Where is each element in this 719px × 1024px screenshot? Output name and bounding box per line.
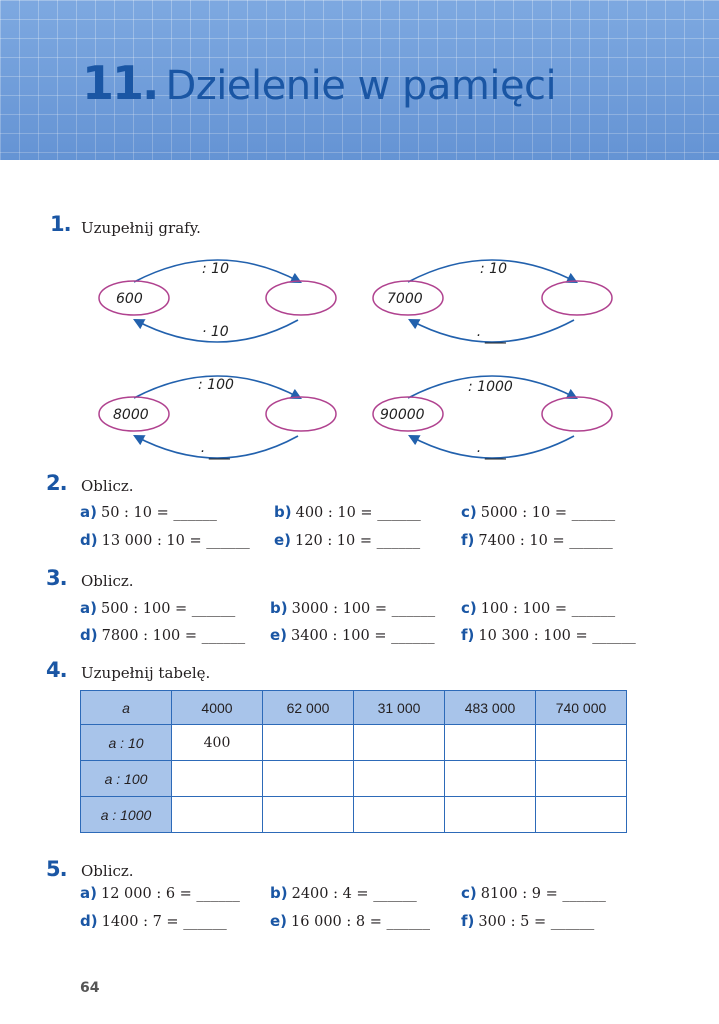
graph-4-back-label: · ___	[476, 444, 506, 460]
graph-1-start-oval	[99, 281, 169, 315]
item-expression: 120 : 10 = ______	[295, 533, 421, 549]
item-label: f)	[461, 626, 475, 644]
task4-number: 4.	[46, 658, 67, 682]
item-label: a)	[80, 503, 97, 521]
task3-instruction: Oblicz.	[81, 572, 134, 590]
item-expression: 12 000 : 6 = ______	[100, 886, 240, 902]
table-cell[interactable]	[354, 761, 445, 797]
lesson-title: Dzielenie w pamięci	[165, 63, 557, 109]
table-row	[81, 725, 627, 761]
task3-item-b	[270, 599, 435, 617]
item-label: d)	[80, 531, 98, 549]
graph-4-back-arrow	[410, 436, 574, 458]
task2-item-b	[274, 503, 421, 521]
graph-2-start-value: 7000	[387, 291, 423, 307]
graph-4-end-oval	[542, 397, 612, 431]
graph-1-end-oval	[266, 281, 336, 315]
table-cell[interactable]	[354, 797, 445, 833]
graph-3-forward-label: : 100	[198, 377, 234, 393]
lesson-number: 11.	[82, 56, 158, 110]
table-cell[interactable]	[445, 797, 536, 833]
task2-instruction: Oblicz.	[81, 477, 134, 495]
graph-3-start-value: 8000	[113, 407, 149, 423]
graph-1-back-arrow	[135, 320, 298, 342]
item-expression: 400 : 10 = ______	[295, 505, 421, 521]
task2-number: 2.	[46, 471, 67, 495]
chapter-title	[82, 56, 556, 110]
item-label: a)	[80, 884, 97, 902]
table-cell[interactable]	[445, 761, 536, 797]
item-expression: 7400 : 10 = ______	[478, 533, 613, 549]
table-row-header: a : 100	[81, 761, 172, 797]
task3-number: 3.	[46, 566, 67, 590]
graph-1	[99, 260, 336, 342]
item-expression: 8100 : 9 = ______	[480, 886, 606, 902]
graph-1-forward-label: : 10	[202, 261, 229, 277]
item-expression: 300 : 5 = ______	[478, 914, 595, 930]
task5-number: 5.	[46, 857, 67, 881]
task5-item-d	[80, 912, 227, 930]
table-cell[interactable]	[536, 797, 627, 833]
graph-2-forward-label: : 10	[480, 261, 507, 277]
table-header-cell: 740 000	[536, 691, 627, 725]
table-cell[interactable]	[536, 761, 627, 797]
item-label: e)	[274, 531, 292, 549]
graph-3-start-oval	[99, 397, 169, 431]
item-expression: 5000 : 10 = ______	[480, 505, 616, 521]
table-header-row	[81, 691, 627, 725]
task5-item-e	[270, 912, 430, 930]
graph-2-forward-arrow	[408, 260, 576, 282]
task3-item-c	[461, 599, 615, 617]
graph-2-back-label: · ___	[476, 328, 506, 344]
page-number: 64	[80, 980, 100, 996]
graph-4-forward-arrow	[408, 376, 576, 398]
table-cell[interactable]	[263, 761, 354, 797]
task5-item-b	[270, 884, 417, 902]
graph-1-start-value: 600	[116, 291, 143, 307]
table-cell[interactable]	[263, 797, 354, 833]
table-cell[interactable]	[536, 725, 627, 761]
task2-item-a	[80, 503, 217, 521]
item-label: e)	[270, 626, 288, 644]
item-label: b)	[274, 503, 292, 521]
table-cell[interactable]	[172, 797, 263, 833]
item-expression: 16 000 : 8 = ______	[291, 914, 430, 930]
graph-1-forward-arrow	[134, 260, 300, 282]
item-label: b)	[270, 884, 288, 902]
task2-item-f	[461, 531, 613, 549]
table-cell[interactable]	[354, 725, 445, 761]
graph-2-end-oval	[542, 281, 612, 315]
task3-item-a	[80, 599, 235, 617]
item-expression: 50 : 10 = ______	[100, 505, 217, 521]
task5-item-f	[461, 912, 594, 930]
table-header-cell: 4000	[172, 691, 263, 725]
graph-3-end-oval	[266, 397, 336, 431]
graph-3-forward-arrow	[134, 376, 300, 398]
task1-instruction: Uzupełnij grafy.	[81, 219, 201, 237]
item-expression: 500 : 100 = ______	[100, 601, 236, 617]
item-label: c)	[461, 884, 477, 902]
task3-item-f	[461, 626, 636, 644]
graph-2-start-oval	[373, 281, 443, 315]
graph-1-back-label: · 10	[202, 324, 229, 340]
task2-item-d	[80, 531, 250, 549]
item-label: f)	[461, 531, 475, 549]
table-row	[81, 761, 627, 797]
graph-3	[99, 376, 336, 460]
task5-item-c	[461, 884, 606, 902]
graph-2-back-arrow	[410, 320, 574, 342]
item-expression: 13 000 : 10 = ______	[101, 533, 250, 549]
item-label: c)	[461, 503, 477, 521]
item-label: d)	[80, 912, 98, 930]
graph-3-back-label: · ___	[200, 444, 230, 460]
table-header-cell: 483 000	[445, 691, 536, 725]
item-expression: 7800 : 100 = ______	[101, 628, 246, 644]
task3-item-e	[270, 626, 435, 644]
item-expression: 2400 : 4 = ______	[291, 886, 417, 902]
item-label: c)	[461, 599, 477, 617]
item-label: e)	[270, 912, 288, 930]
task5-item-a	[80, 884, 240, 902]
table-cell[interactable]	[445, 725, 536, 761]
item-label: a)	[80, 599, 97, 617]
table-cell[interactable]	[263, 725, 354, 761]
graph-4-forward-label: : 1000	[468, 379, 513, 395]
item-expression: 3400 : 100 = ______	[291, 628, 435, 644]
item-label: d)	[80, 626, 98, 644]
table-row-header: a : 10	[81, 725, 172, 761]
task2-item-c	[461, 503, 615, 521]
item-expression: 3000 : 100 = ______	[291, 601, 436, 617]
graph-3-back-arrow	[135, 436, 298, 458]
graph-4-start-value: 90000	[380, 407, 425, 423]
table-header-cell: a	[81, 691, 172, 725]
graph-4	[373, 376, 612, 460]
item-expression: 10 300 : 100 = ______	[478, 628, 636, 644]
table-header-cell: 31 000	[354, 691, 445, 725]
item-expression: 1400 : 7 = ______	[101, 914, 227, 930]
table-cell[interactable]: 400	[172, 725, 263, 761]
chapter-header	[0, 0, 719, 160]
item-label: f)	[461, 912, 475, 930]
item-label: b)	[270, 599, 288, 617]
task3-item-d	[80, 626, 245, 644]
task2-item-e	[274, 531, 420, 549]
task5-instruction: Oblicz.	[81, 862, 134, 880]
task1-number: 1.	[50, 212, 71, 236]
table-header-cell: 62 000	[263, 691, 354, 725]
table-row-header: a : 1000	[81, 797, 172, 833]
table-row	[81, 797, 627, 833]
graph-4-start-oval	[373, 397, 443, 431]
division-table	[80, 690, 627, 833]
table-cell[interactable]	[172, 761, 263, 797]
item-expression: 100 : 100 = ______	[480, 601, 616, 617]
graph-2	[373, 260, 612, 344]
task4-instruction: Uzupełnij tabelę.	[81, 664, 211, 682]
